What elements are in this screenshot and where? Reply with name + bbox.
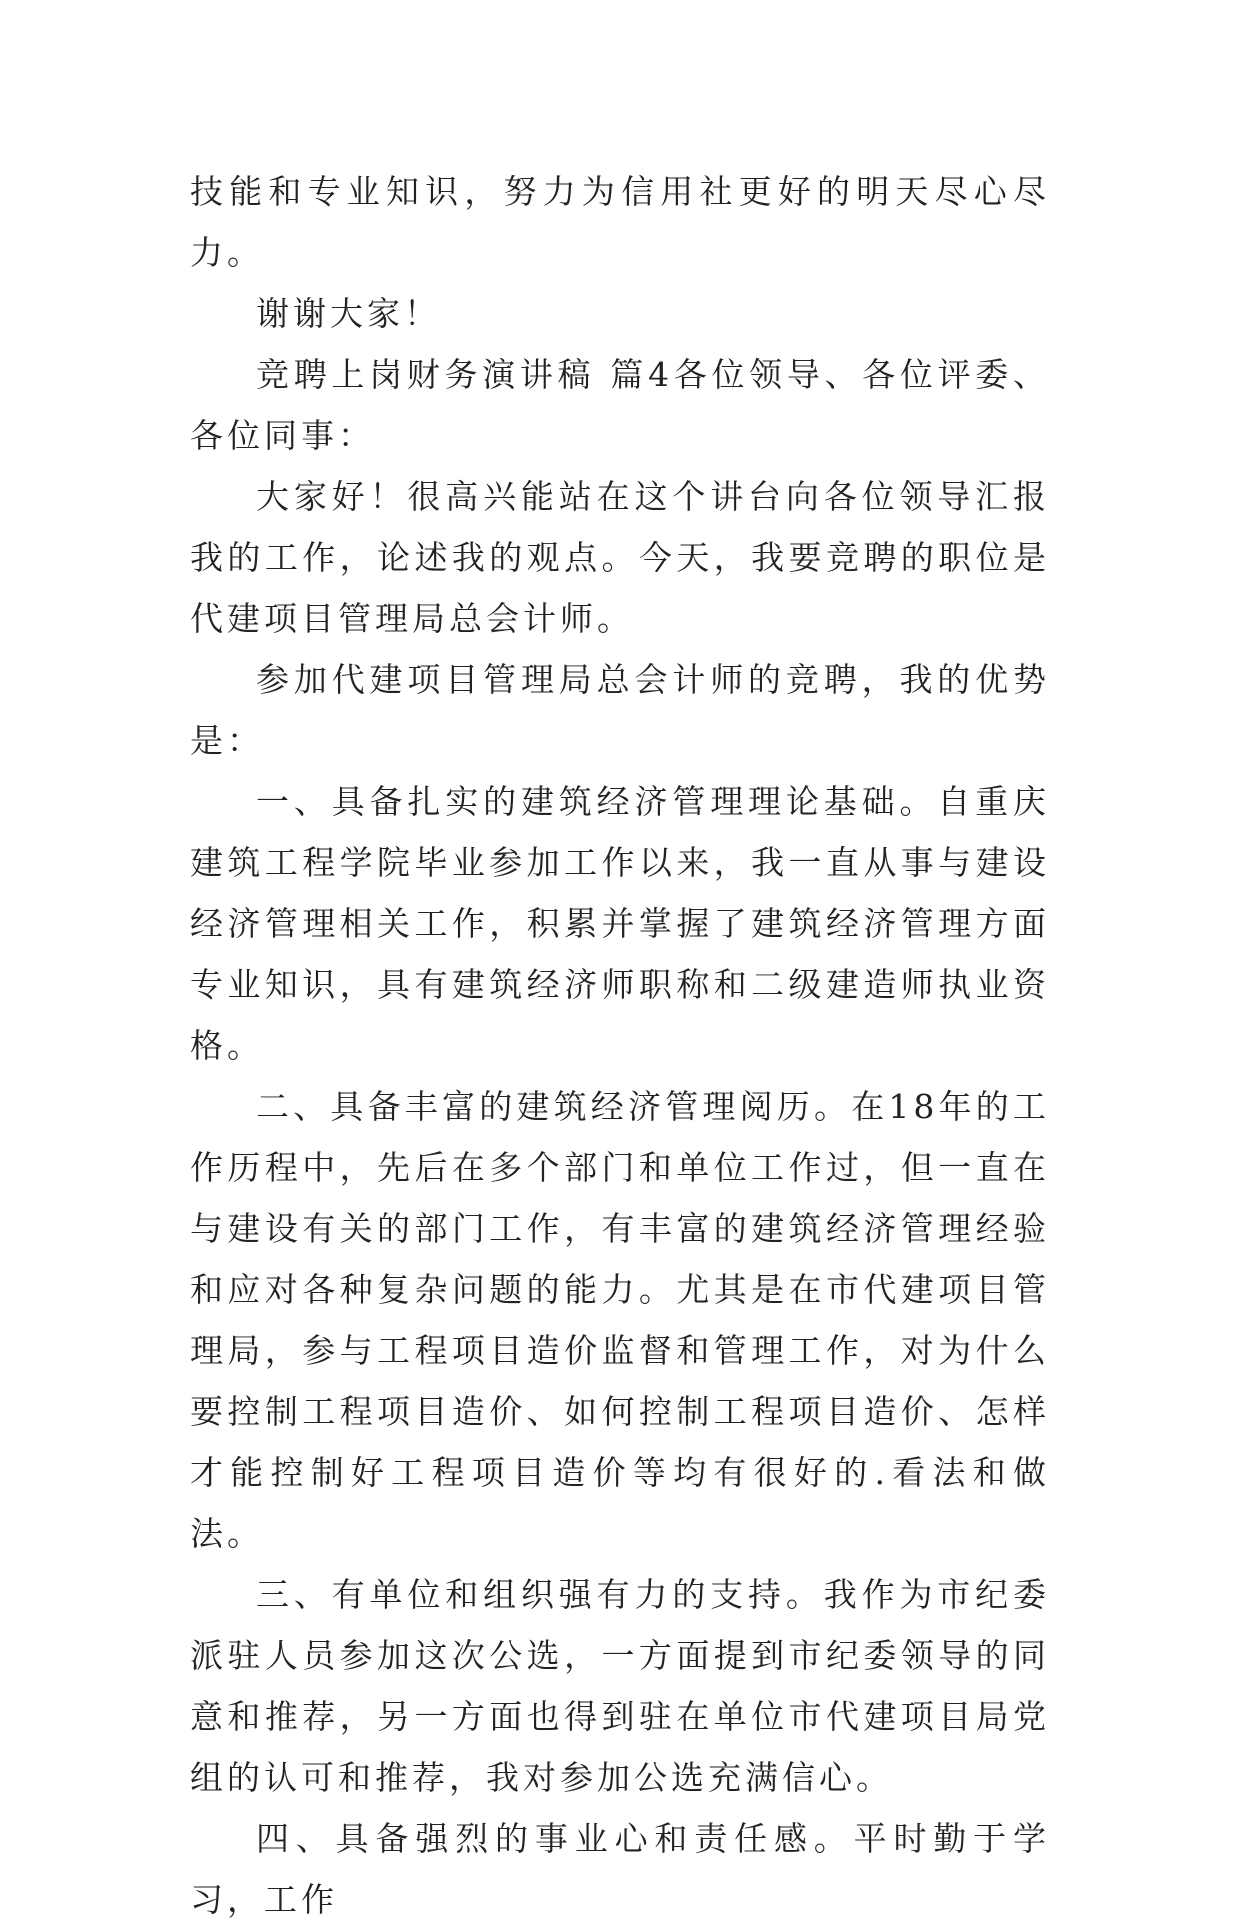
document-body: [190, 161, 1050, 1930]
paragraph-advantage-1: 一、具备扎实的建筑经济管理理论基础。自重庆建筑工程学院毕业参加工作以来，我一直从事与建设经济管理相关工作，积累并掌握了建筑经济管理方面专业知识，具有建筑经济师职称和二级建造师执业资格。: [190, 782, 1050, 1065]
paragraph-advantage-4: 四、具备强烈的事业心和责任感。平时勤于学习，工作: [190, 1819, 1050, 1919]
paragraph-heading: 竞聘上岗财务演讲稿 篇4各位领导、各位评委、各位同事：: [190, 355, 1050, 455]
paragraph-advantages-intro: 参加代建项目管理局总会计师的竞聘，我的优势是：: [190, 660, 1050, 760]
paragraph-thanks: 谢谢大家！: [256, 294, 441, 333]
paragraph-greeting: 大家好！很高兴能站在这个讲台向各位领导汇报我的工作，论述我的观点。今天，我要竞聘的职位是代建项目管理局总会计师。: [190, 477, 1050, 638]
paragraph-continuation: 技能和专业知识，努力为信用社更好的明天尽心尽力。: [190, 172, 1050, 272]
paragraph-advantage-3: 三、有单位和组织强有力的支持。我作为市纪委派驻人员参加这次公选，一方面提到市纪委领导的同意和推荐，另一方面也得到驻在单位市代建项目局党组的认可和推荐，我对参加公选充满信心。: [190, 1575, 1050, 1797]
paragraph-advantage-2: 二、具备丰富的建筑经济管理阅历。在18年的工作历程中，先后在多个部门和单位工作过，但一直在与建设有关的部门工作，有丰富的建筑经济管理经验和应对各种复杂问题的能力。尤其是在市代建项目管理局，参与工程项目造价监督和管理工作，对为什么要控制工程项目造价、如何控制工程项目造价、怎样才能控制好工程项目造价等均有很好的.看法和做法。: [190, 1087, 1050, 1553]
